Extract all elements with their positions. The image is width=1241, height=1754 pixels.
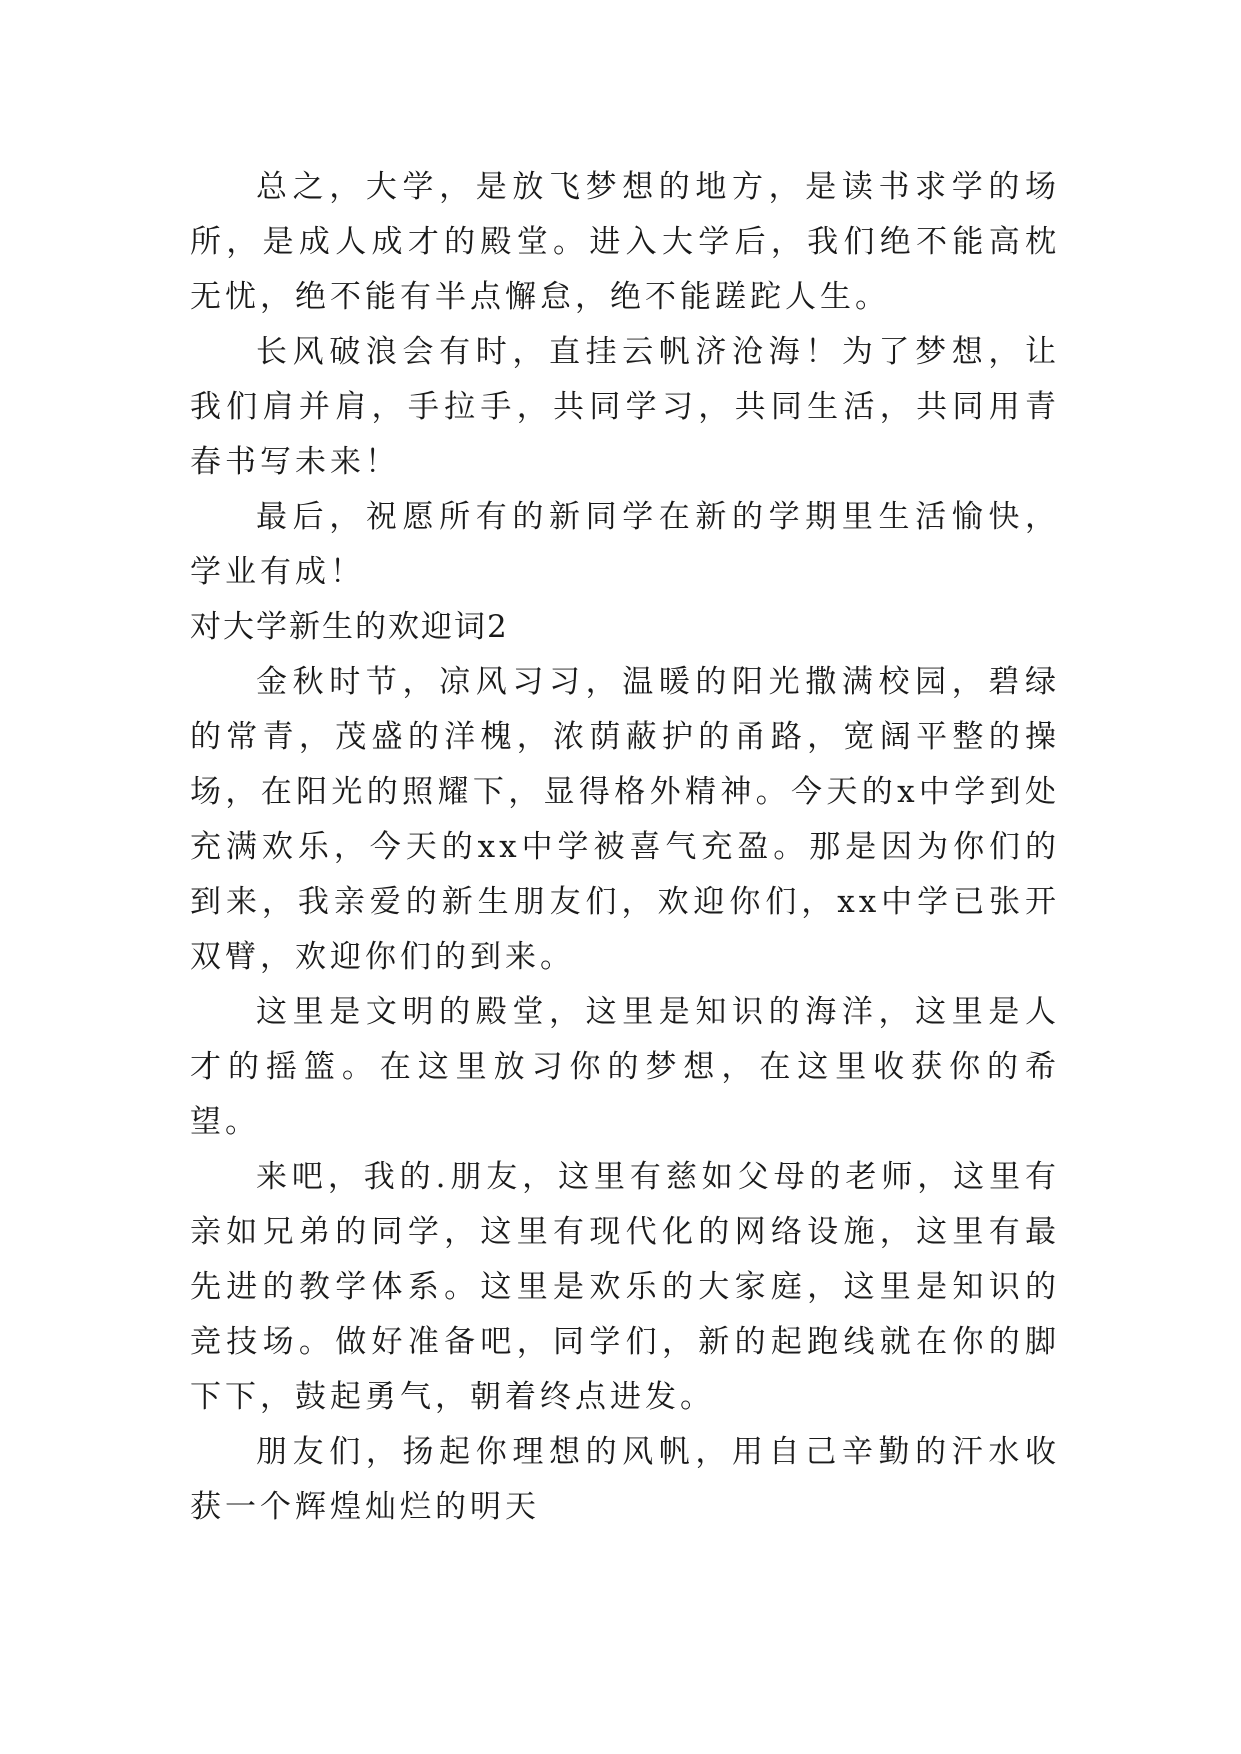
paragraph: 这里是文明的殿堂，这里是知识的海洋，这里是人才的摇篮。在这里放习你的梦想，在这里收获你的希望。 — [190, 994, 1060, 1140]
paragraph: 最后，祝愿所有的新同学在新的学期里生活愉快，学业有成！ — [190, 499, 1060, 590]
paragraph: 朋友们，扬起你理想的风帆，用自己辛勤的汗水收获一个辉煌灿烂的明天 — [190, 1434, 1060, 1525]
paragraph: 长风破浪会有时，直挂云帆济沧海！为了梦想，让我们肩并肩，手拉手，共同学习，共同生活，共同用青春书写未来！ — [190, 334, 1060, 480]
paragraph: 金秋时节，凉风习习，温暖的阳光撒满校园，碧绿的常青，茂盛的洋槐，浓荫蔽护的甬路，宽阔平整的操场，在阳光的照耀下，显得格外精神。今天的x中学到处充满欢乐，今天的xx中学被喜气充盈。那是因为你们的到来，我亲爱的新生朋友们，欢迎你们，xx中学已张开双臂，欢迎你们的到来。 — [190, 664, 1060, 975]
paragraph: 来吧，我的.朋友，这里有慈如父母的老师，这里有亲如兄弟的同学，这里有现代化的网络设施，这里有最先进的教学体系。这里是欢乐的大家庭，这里是知识的竞技场。做好准备吧，同学们，新的起跑线就在你的脚下下，鼓起勇气，朝着终点进发。 — [190, 1159, 1060, 1415]
section-title: 对大学新生的欢迎词2 — [190, 609, 509, 645]
document-body — [190, 160, 1060, 1535]
paragraph: 总之，大学，是放飞梦想的地方，是读书求学的场所，是成人成才的殿堂。进入大学后，我们绝不能高枕无忧，绝不能有半点懈怠，绝不能蹉跎人生。 — [190, 169, 1060, 315]
